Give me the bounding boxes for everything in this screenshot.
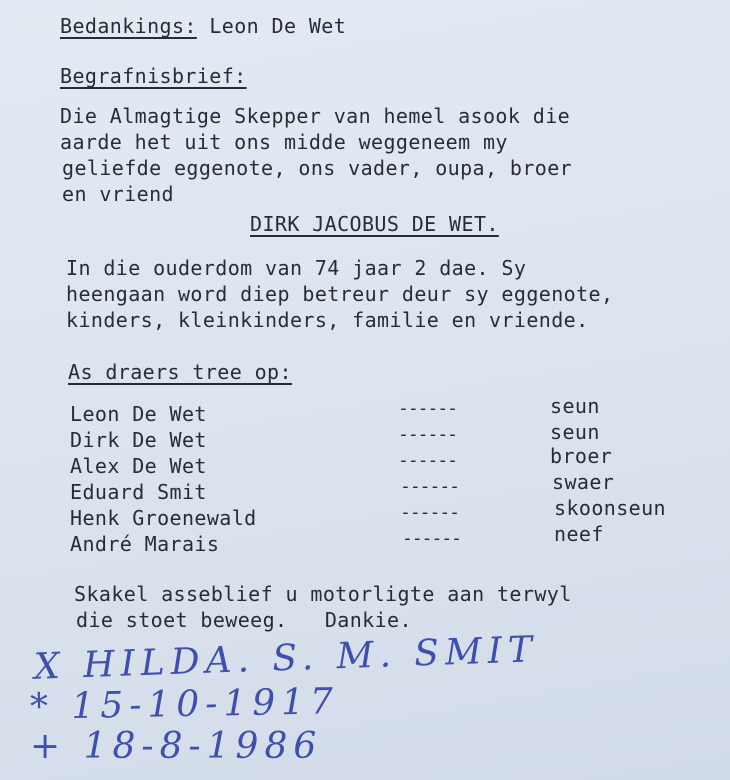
intro-line: aarde het uit ons midde weggeneem my <box>60 130 508 154</box>
handwritten-birth-date: * 15-10-1917 <box>29 681 340 728</box>
bearer-dash: ------ <box>398 424 458 445</box>
handwritten-death-date: + 18-8-1986 <box>30 726 323 767</box>
heading-name: Leon De Wet <box>209 14 347 38</box>
bearers-title: As draers tree op: <box>68 360 292 384</box>
bearer-relation: seun <box>550 420 600 444</box>
intro-line: en vriend <box>62 182 174 206</box>
bearer-relation: skoonseun <box>554 496 666 520</box>
bearer-dash: ------ <box>398 398 458 419</box>
heading <box>60 14 346 38</box>
bearer-relation: seun <box>550 394 600 418</box>
closing-line: Skakel asseblief u motorligte aan terwyl <box>74 582 572 606</box>
closing-line: die stoet beweeg. Dankie. <box>76 608 412 632</box>
bearer-dash: ------ <box>400 502 460 523</box>
bearer-dash: ------ <box>398 450 458 471</box>
intro-line: Die Almagtige Skepper van hemel asook die <box>60 104 571 128</box>
bearer-name: Alex De Wet <box>70 454 207 478</box>
age-line: kinders, kleinkinders, familie en vriende. <box>66 308 589 332</box>
bearer-name: Dirk De Wet <box>70 428 207 452</box>
deceased-name: DIRK JACOBUS DE WET. <box>250 212 499 236</box>
age-line: In die ouderdom van 74 jaar 2 dae. Sy <box>66 256 527 280</box>
bearer-dash: ------ <box>402 528 462 549</box>
bearer-relation: broer <box>550 444 613 468</box>
intro-line: geliefde eggenote, ons vader, oupa, broer <box>62 156 573 180</box>
bearer-name: Henk Groenewald <box>70 506 257 530</box>
age-line: heengaan word diep betreur deur sy eggenote, <box>66 282 614 306</box>
handwritten-name: X HILDA. S. M. SMIT <box>33 629 539 688</box>
heading-prefix: Bedankings: <box>60 14 197 38</box>
bearer-name: André Marais <box>70 532 220 556</box>
bearer-dash: ------ <box>400 476 460 497</box>
bearer-relation: neef <box>554 522 604 546</box>
section-title: Begrafnisbrief: <box>60 64 247 88</box>
bearer-name: Eduard Smit <box>70 480 207 504</box>
bearer-relation: swaer <box>552 470 615 494</box>
bearer-name: Leon De Wet <box>70 402 207 426</box>
